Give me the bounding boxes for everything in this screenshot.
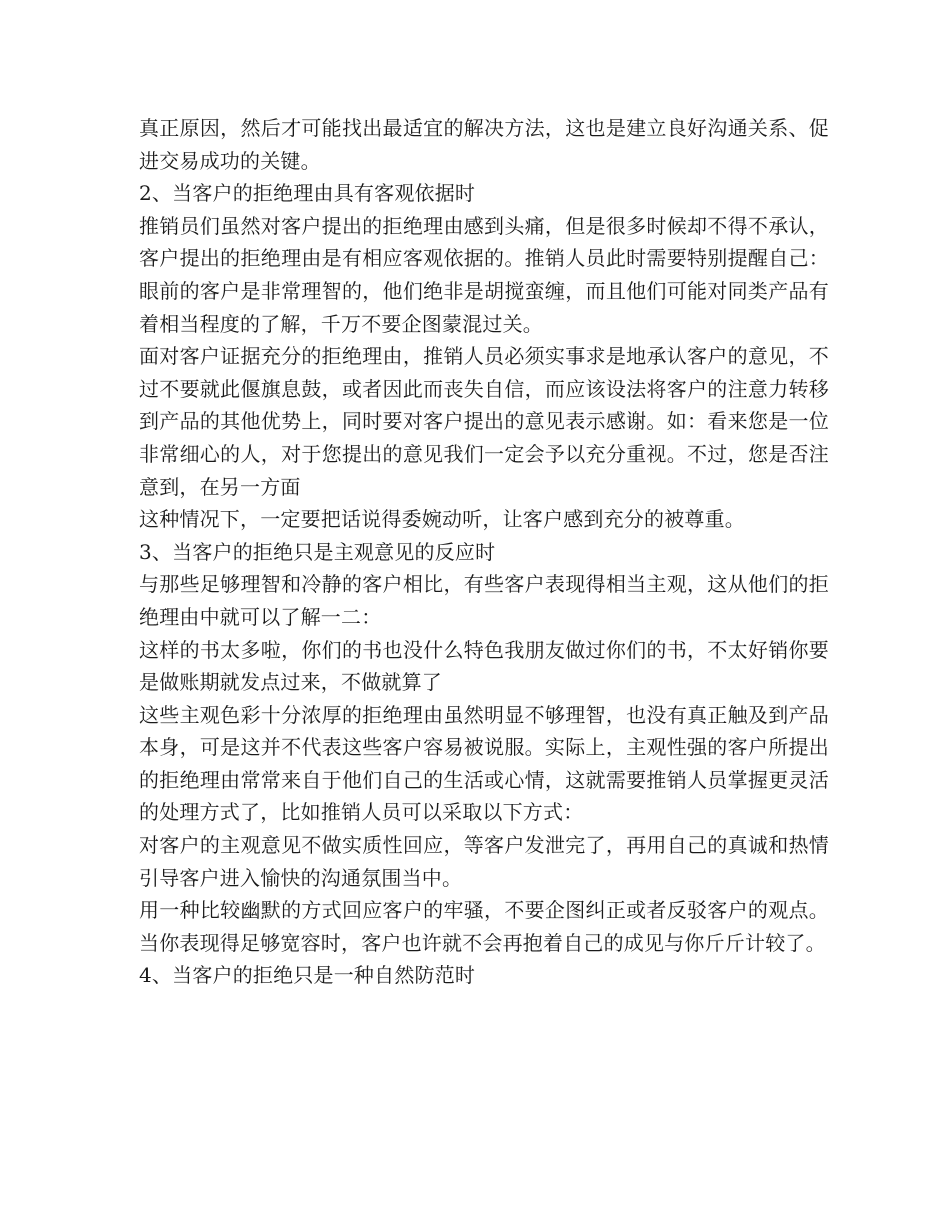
paragraph-3: 推销员们虽然对客户提出的拒绝理由感到头痛，但是很多时候却不得不承认，客户提出的拒绝理由是有相应客观依据的。推销人员此时需要特别提醒自己：眼前的客户是非常理智的，他们绝非是胡搅蛮缠，而且他们可能对同类产品有着相当程度的了解，千万不要企图蒙混过关。 bbox=[139, 213, 829, 336]
paragraph-9: 这些主观色彩十分浓厚的拒绝理由虽然明显不够理智，也没有真正触及到产品本身，可是这并不代表这些客户容易被说服。实际上，主观性强的客户所提出的拒绝理由常常来自于他们自己的生活或心情，这就需要推销人员掌握更灵活的处理方式了，比如推销人员可以采取以下方式： bbox=[139, 702, 829, 825]
document-body bbox=[139, 112, 829, 992]
paragraph-10: 对客户的主观意见不做实质性回应，等客户发泄完了，再用自己的真诚和热情引导客户进入愉快的沟通氛围当中。 bbox=[139, 833, 829, 890]
paragraph-11: 用一种比较幽默的方式回应客户的牢骚，不要企图纠正或者反驳客户的观点。当你表现得足够宽容时，客户也许就不会再抱着自己的成见与你斤斤计较了。 bbox=[139, 898, 829, 955]
section-heading-3: 3、当客户的拒绝只是主观意见的反应时 bbox=[139, 539, 496, 564]
quote-paragraph: 这样的书太多啦，你们的书也没什么特色我朋友做过你们的书，不太好销你要是做账期就发点过来，不做就算了 bbox=[139, 637, 829, 695]
paragraph-7: 与那些足够理智和冷静的客户相比，有些客户表现得相当主观，这从他们的拒绝理由中就可以了解一二： bbox=[139, 572, 829, 629]
paragraph-4: 面对客户证据充分的拒绝理由，推销人员必须实事求是地承认客户的意见，不过不要就此偃旗息鼓，或者因此而丧失自信，而应该设法将客户的注意力转移到产品的其他优势上，同时要对客户提出的意见表示感谢。如：看来您是一位非常细心的人，对于您提出的意见我们一定会予以充分重视。不过，您是否注意到，在另一方面 bbox=[139, 344, 829, 499]
section-heading-4: 4、当客户的拒绝只是一种自然防范时 bbox=[139, 963, 476, 988]
section-heading-2: 2、当客户的拒绝理由具有客观依据时 bbox=[139, 181, 476, 206]
paragraph-5: 这种情况下，一定要把话说得委婉动听，让客户感到充分的被尊重。 bbox=[139, 507, 745, 532]
paragraph-1: 真正原因，然后才可能找出最适宜的解决方法，这也是建立良好沟通关系、促进交易成功的关键。 bbox=[139, 116, 829, 173]
